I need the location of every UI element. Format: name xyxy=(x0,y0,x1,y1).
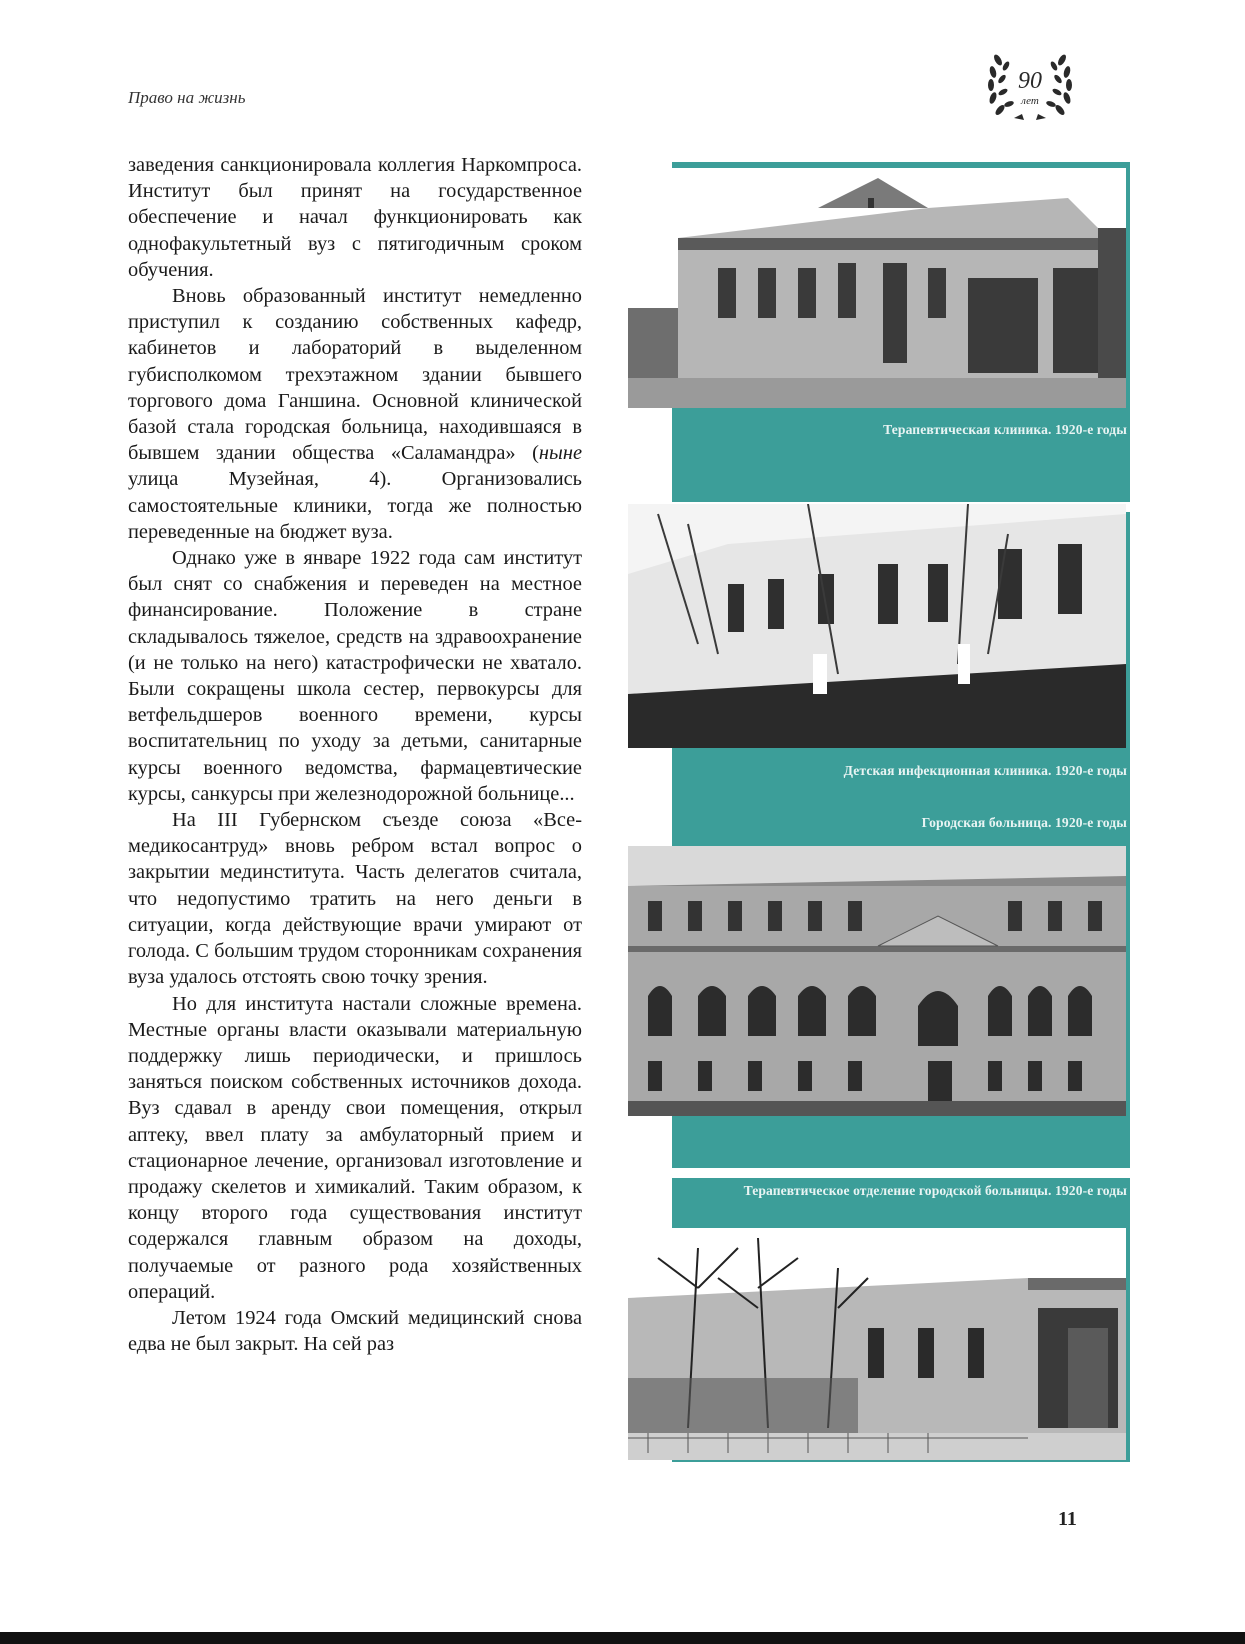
paragraph xyxy=(128,545,582,807)
photo-therapeutic-department xyxy=(628,1228,1126,1460)
page-number: 11 xyxy=(1058,1508,1077,1530)
running-title: Право на жизнь xyxy=(128,88,246,107)
logo-word: лет xyxy=(1021,95,1039,107)
photo-city-hospital xyxy=(628,846,1126,1116)
text-run: Вновь образованный институт немедленно приступил к созданию собственных кафедр, кабинетов и лабораторий в выделенном губисполкомом трехэтажном здании бывшего торгового дома Ганшина. Основной клинической базой стала городская больница, находившаяся в бывшем здании общества «Саламандра» ( xyxy=(128,285,582,465)
paragraph xyxy=(128,283,582,545)
italic-text: ныне xyxy=(538,442,582,465)
logo-number: 90 xyxy=(1018,68,1042,94)
paragraph xyxy=(128,152,582,283)
bottom-scan-edge xyxy=(0,1632,1245,1644)
text-run: Однако уже в январе 1922 года сам институт был снят со снабжения и переведен на местное финансирование. Положение в стране складывалось тяжелое, средств на здравоохранение (и не только на него) катастрофически не хватало. Были сокращены школа сестер, первокурсы для ветфельдшеров военного времени, курсы воспитательниц по уходу за детьми, санитарные курсы военного ведомства, фармацевтические курсы, санкурсы при железнодорожной больнице... xyxy=(128,547,582,805)
photo-children-infectious-clinic xyxy=(628,504,1126,748)
paragraph xyxy=(128,1305,582,1357)
text-run: заведения санкционировала коллегия Наркомпроса. Институт был принят на государственное обеспечение и начал функционировать как однофакультетный вуз с пятигодичным сроком обучения. xyxy=(128,154,582,281)
paragraph xyxy=(128,807,582,990)
text-run: Но для института настали сложные времена. Местные органы власти оказывали материальную поддержку лишь периодически, и пришлось заняться поиском собственных источников дохода. Вуз сдавал в аренду свои помещения, открыл аптеку, ввел плату за амбулаторный прием и стационарное лечение, организовал изготовление и продажу скелетов и химикалий. Таким образом, к концу второго года существования институт содержался главным образом на доходы, получаемые от разного рода хозяйственных операций. xyxy=(128,992,582,1303)
caption-photo-3: Городская больница. 1920-е годы xyxy=(921,815,1127,830)
photo-therapeutic-clinic xyxy=(628,168,1126,408)
text-run: Летом 1924 года Омский медицинский снова едва не был закрыт. На сей раз xyxy=(128,1306,582,1356)
caption-photo-2: Детская инфекционная клиника. 1920-е годы xyxy=(843,763,1127,778)
caption-photo-4: Терапевтическое отделение городской больницы. 1920-е годы xyxy=(743,1183,1127,1198)
text-run: улица Музейная, 4). Организовались самостоятельные клиники, тогда же полностью переведенные на бюджет вуза. xyxy=(128,468,582,543)
anniversary-logo xyxy=(984,48,1076,128)
body-text-column xyxy=(128,152,582,1357)
laurel-wreath-icon xyxy=(984,48,1076,128)
paragraph xyxy=(128,991,582,1305)
text-run: На III Губернском съезде союза «Всемедикосантруд» вновь ребром встал вопрос о закрытии мединститута. Часть делегатов считала, что недопустимо тратить на него деньги в ситуации, когда действующие врачи умирают от голода. С большим трудом сторонникам сохранения вуза удалось отстоять свою точку зрения. xyxy=(128,809,582,989)
caption-photo-1: Терапевтическая клиника. 1920-е годы xyxy=(883,422,1127,437)
